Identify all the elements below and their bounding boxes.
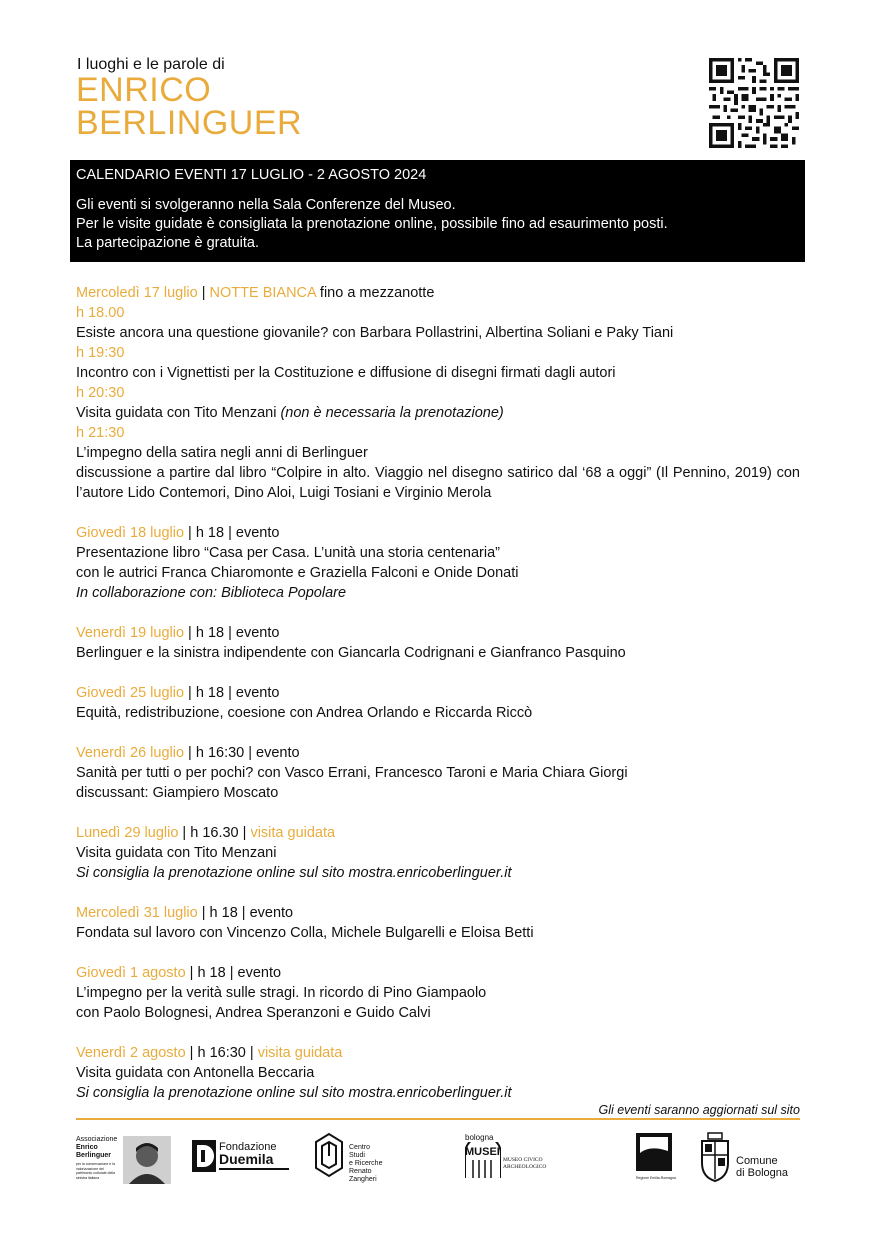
title-line-1: ENRICO <box>76 71 212 109</box>
event-heading <box>76 283 800 303</box>
logo-text: Comune <box>736 1155 778 1167</box>
page-title <box>76 71 303 142</box>
logo-text: per la conservazione e la valorizzazione del patrimonio culturale della sinistra italiana <box>76 1162 115 1180</box>
event-suffix: fino a mezzanotte <box>315 285 435 301</box>
logo-text: Fondazione <box>219 1141 277 1153</box>
event-date: Giovedì 25 luglio <box>76 685 185 701</box>
logo-text: Renato <box>349 1168 372 1175</box>
logo-text: bologna <box>465 1133 494 1142</box>
event-description: Equità, redistribuzione, coesione con Andrea Orlando e Riccarda Riccò <box>76 705 533 721</box>
info-line-1: Gli eventi si svolgeranno nella Sala Conferenze del Museo. <box>76 197 456 213</box>
event-heading <box>76 903 800 923</box>
info-line-3: La partecipazione è gratuita. <box>76 235 259 251</box>
event-heading <box>76 683 800 703</box>
event-meta: | h 16:30 | <box>185 1045 258 1061</box>
event-17-luglio <box>76 283 800 503</box>
event-description: discussione a partire dal libro “Colpire in alto. Viaggio nel disegno satirico dal ‘68 a oggi” (Il Pennino, 2019) con l’autore Lido Contemori, Dino Aloi, Luigi Tosiani e Virginio Merola <box>76 465 800 501</box>
event-date: Giovedì 1 agosto <box>76 965 186 981</box>
events-list <box>76 283 800 1123</box>
event-2-agosto <box>76 1043 800 1103</box>
event-meta: | h 18 | evento <box>185 965 282 981</box>
logo-regione[interactable] <box>636 1133 676 1185</box>
logo-centro-zangheri[interactable] <box>312 1130 402 1185</box>
logo-text: Associazione <box>76 1136 118 1143</box>
header-subtitle: I luoghi e le parole di <box>77 56 225 73</box>
event-description: Presentazione libro “Casa per Casa. L’unità una storia centenaria” <box>76 545 500 561</box>
info-box <box>70 160 805 262</box>
event-time: h 20:30 <box>76 385 125 401</box>
event-meta: | h 16:30 | evento <box>184 745 300 761</box>
event-description: con le autrici Franca Chiaromonte e Graziella Falconi e Onide Donati <box>76 565 519 581</box>
separator: | <box>197 285 210 301</box>
event-description: L’impegno della satira negli anni di Berlinguer <box>76 445 368 461</box>
title-line-2: BERLINGUER <box>76 104 303 142</box>
event-meta: | h 18 | evento <box>197 905 294 921</box>
event-date: Venerdì 26 luglio <box>76 745 185 761</box>
event-date: Mercoledì 31 luglio <box>76 905 198 921</box>
logo-text: e Ricerche <box>349 1160 383 1167</box>
calendar-title: CALENDARIO EVENTI 17 LUGLIO - 2 AGOSTO 2024 <box>76 167 427 183</box>
event-time: h 21:30 <box>76 425 125 441</box>
event-time: h 18.00 <box>76 305 125 321</box>
event-description: discussant: Giampiero Moscato <box>76 785 279 801</box>
event-description: Berlinguer e la sinistra indipendente con Giancarla Codrignani e Gianfranco Pasquino <box>76 645 626 661</box>
logo-text: Berlinguer <box>76 1152 112 1159</box>
event-note: In collaborazione con: Biblioteca Popolare <box>76 585 347 601</box>
event-heading <box>76 523 800 543</box>
logo-musei-bologna[interactable] <box>465 1133 565 1185</box>
event-tag: NOTTE BIANCA <box>209 285 316 301</box>
event-meta: | h 18 | evento <box>184 525 280 541</box>
event-description: Visita guidata con Antonella Beccaria <box>76 1065 315 1081</box>
zangheri-mark-icon <box>312 1130 346 1180</box>
duemila-mark-icon <box>192 1140 216 1172</box>
event-heading <box>76 963 800 983</box>
event-25-luglio <box>76 683 800 723</box>
booking-link[interactable]: Si consiglia la prenotazione online sul sito mostra.enricoberlinguer.it <box>76 865 512 881</box>
event-description <box>76 403 800 423</box>
event-18-luglio <box>76 523 800 603</box>
event-31-luglio <box>76 903 800 943</box>
event-19-luglio <box>76 623 800 663</box>
event-tag: visita guidata <box>257 1045 343 1061</box>
logo-text: Regione Emilia-Romagna <box>636 1176 676 1180</box>
event-note: (non è necessaria la prenotazione) <box>280 405 504 421</box>
event-heading <box>76 823 800 843</box>
event-meta: | h 16.30 | <box>178 825 251 841</box>
logo-text: MUSEO CIVICO ARCHEOLOGICO <box>503 1157 547 1170</box>
event-meta: | h 18 | evento <box>184 625 280 641</box>
event-date: Lunedì 29 luglio <box>76 825 179 841</box>
logo-text: Studi <box>349 1152 365 1159</box>
logo-text: di Bologna <box>736 1167 788 1179</box>
logo-associazione-berlinguer[interactable] <box>76 1136 172 1186</box>
event-description: L’impegno per la verità sulle stragi. In ricordo di Pino Giampaolo <box>76 985 487 1001</box>
info-line-2: Per le visite guidate è consigliata la prenotazione online, possibile fino ad esaurimento posti. <box>76 216 668 232</box>
comune-crest-icon <box>698 1131 732 1183</box>
event-heading <box>76 623 800 643</box>
event-date: Giovedì 18 luglio <box>76 525 185 541</box>
logo-text: Enrico <box>76 1144 98 1151</box>
regione-mark-icon <box>636 1133 672 1171</box>
event-heading <box>76 1043 800 1063</box>
event-date: Venerdì 2 agosto <box>76 1045 186 1061</box>
event-description: con Paolo Bolognesi, Andrea Speranzoni e Guido Calvi <box>76 1005 431 1021</box>
event-description: Fondata sul lavoro con Vincenzo Colla, Michele Bulgarelli e Eloisa Betti <box>76 925 534 941</box>
event-description: Incontro con i Vignettisti per la Costituzione e diffusione di disegni firmati dagli autori <box>76 365 616 381</box>
logo-text: Centro <box>349 1144 371 1151</box>
event-heading <box>76 743 800 763</box>
footer-divider <box>76 1118 800 1120</box>
event-description: Esiste ancora una questione giovanile? con Barbara Pollastrini, Albertina Soliani e Paky Tiani <box>76 325 674 341</box>
logo-text: Zangheri <box>349 1176 377 1183</box>
event-26-luglio <box>76 743 800 803</box>
logo-fondazione-duemila[interactable] <box>192 1140 292 1176</box>
event-time: h 19:30 <box>76 345 125 361</box>
event-meta: | h 18 | evento <box>184 685 280 701</box>
event-date: Venerdì 19 luglio <box>76 625 185 641</box>
portrait-image <box>123 1136 171 1184</box>
event-date: Mercoledì 17 luglio <box>76 285 198 301</box>
logo-comune-bologna[interactable] <box>698 1131 800 1185</box>
event-29-luglio <box>76 823 800 883</box>
logo-text: MUSEI <box>465 1146 500 1158</box>
logo-underline <box>219 1168 289 1170</box>
booking-link[interactable]: Si consiglia la prenotazione online sul sito mostra.enricoberlinguer.it <box>76 1085 512 1101</box>
update-note: Gli eventi saranno aggiornati sul sito <box>598 1103 800 1117</box>
event-description-text: Visita guidata con Tito Menzani <box>76 405 281 421</box>
event-description: Sanità per tutti o per pochi? con Vasco Errani, Francesco Taroni e Maria Chiara Giorgi <box>76 765 628 781</box>
event-1-agosto <box>76 963 800 1023</box>
logo-text: Duemila <box>219 1151 274 1167</box>
event-description: Visita guidata con Tito Menzani <box>76 845 277 861</box>
event-tag: visita guidata <box>250 825 336 841</box>
qr-code[interactable] <box>709 58 799 148</box>
